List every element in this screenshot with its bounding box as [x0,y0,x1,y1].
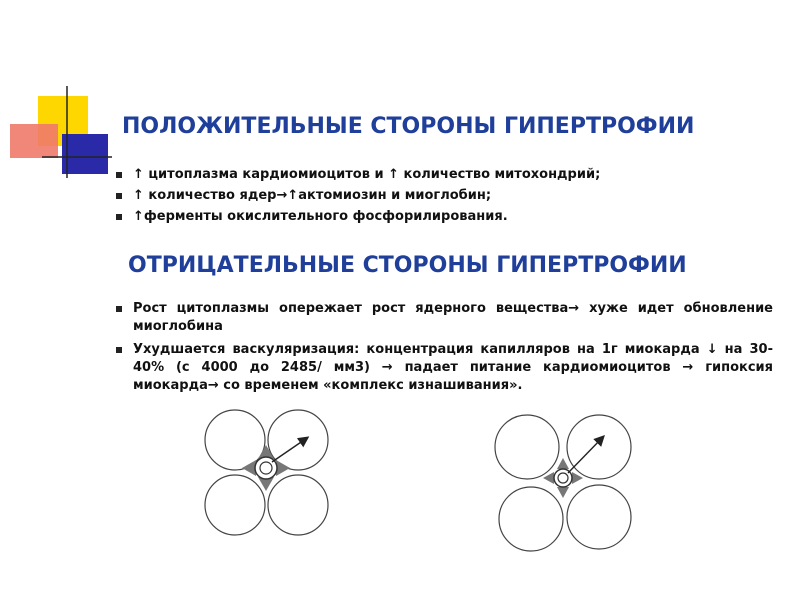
square-bullet-icon [116,347,122,353]
negative-sides-title: ОТРИЦАТЕЛЬНЫЕ СТОРОНЫ ГИПЕРТРОФИИ [128,253,687,278]
square-bullet-icon [116,172,122,178]
hypertrophied-myocardium-cells-diagram [485,405,645,555]
diffusion-arrow-down-icon [557,487,569,498]
square-bullet-icon [116,214,122,220]
list-item-text: ↑ферменты окислительного фосфорилирования. [133,209,508,224]
diffusion-arrow-up-icon [557,458,569,469]
normal-myocardium-cells-diagram [195,405,345,545]
negative-sides-list [113,300,773,400]
cardiomyocyte-cell [495,415,559,479]
square-bullet-icon [116,193,122,199]
capillary-lumen-icon [558,473,568,483]
list-item-text: Ухудшается васкуляризация: концентрация капилляров на 1г миокарда ↓ на 30-40% (с 4000 до 2485/ мм3) → падает питание кардиомиоцитов → гипоксия миокарда→ со временем «комплекс изнашивания». [133,342,773,393]
list-item [113,341,773,395]
positive-sides-list [113,166,773,229]
cardiomyocyte-cell [567,415,631,479]
cardiomyocyte-cell [499,487,563,551]
list-item [113,166,773,184]
capillary-lumen-icon [260,462,272,474]
cardiomyocyte-cell [268,475,328,535]
list-item [113,208,773,226]
list-item [113,300,773,336]
square-bullet-icon [116,306,122,312]
list-item-text: ↑ цитоплазма кардиомиоцитов и ↑ количество митохондрий; [133,167,601,182]
corner-decoration [0,0,120,190]
list-item-text: Рост цитоплазмы опережает рост ядерного вещества→ хуже идет обновление миоглобина [133,301,773,334]
list-item-text: ↑ количество ядер→↑актомиозин и миоглобин; [133,188,492,203]
positive-sides-title: ПОЛОЖИТЕЛЬНЫЕ СТОРОНЫ ГИПЕРТРОФИИ [122,114,695,139]
list-item [113,187,773,205]
cardiomyocyte-cell [205,475,265,535]
cardiomyocyte-cell [567,485,631,549]
